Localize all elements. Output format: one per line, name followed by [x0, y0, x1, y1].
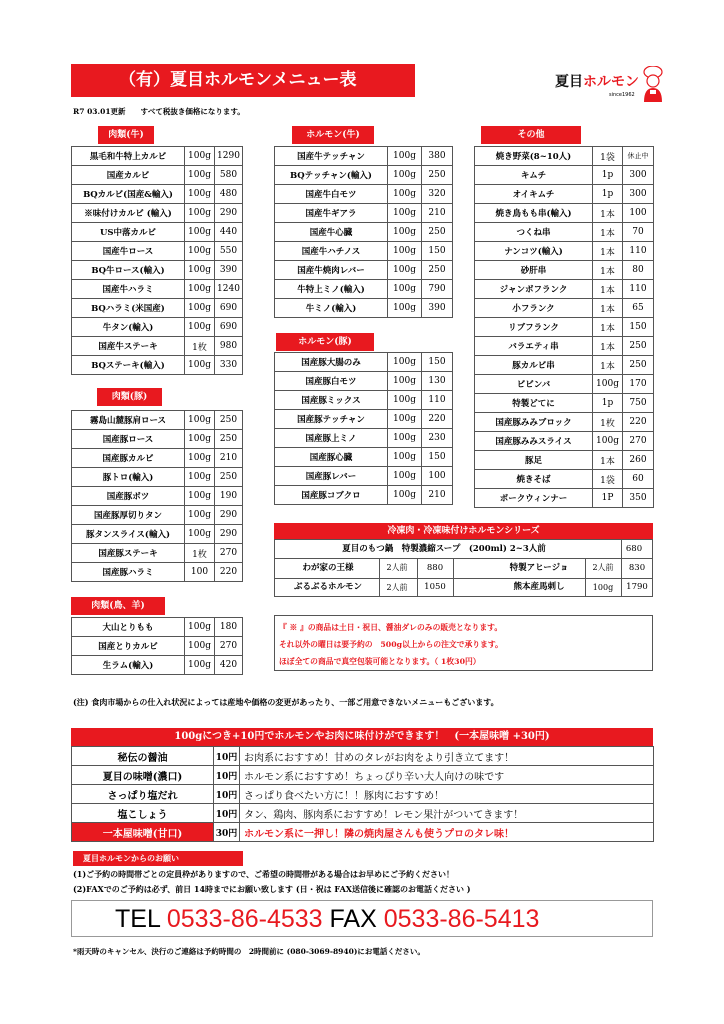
menu-item-unit: 100g: [185, 242, 215, 261]
menu-item-name: BQテッチャン(輸入): [275, 166, 388, 185]
menu-item-price: 230: [422, 429, 453, 448]
menu-item-price: 300: [623, 185, 654, 204]
flavor-row: [72, 823, 654, 842]
menu-item-name: BQハラミ(米国産): [72, 299, 185, 318]
menu-item-unit: 1本: [593, 451, 623, 470]
menu-row: [275, 448, 453, 467]
menu-item-name: 国産牛白モツ: [275, 185, 388, 204]
menu-item-price: 110: [623, 242, 654, 261]
menu-item-price: 170: [623, 375, 654, 394]
menu-item-price: 350: [623, 489, 654, 508]
chicken-table: [71, 617, 243, 675]
menu-item-unit: 1本: [593, 318, 623, 337]
menu-row: [275, 280, 453, 299]
menu-item-name: 国産牛焼肉レバー: [275, 261, 388, 280]
menu-row: [72, 544, 243, 563]
menu-item-unit: 100g: [185, 166, 215, 185]
menu-row: [475, 261, 654, 280]
menu-row: [475, 356, 654, 375]
menu-item-unit: 1p: [593, 166, 623, 185]
menu-item-price: 290: [215, 506, 243, 525]
menu-item-unit: 100g: [388, 372, 422, 391]
menu-row: [275, 486, 453, 505]
menu-row: [275, 410, 453, 429]
flavor-row: [72, 747, 654, 766]
logo-text: 夏目ホルモン: [555, 74, 639, 90]
menu-item-unit: 1枚: [185, 337, 215, 356]
menu-row: [72, 411, 243, 430]
menu-item-name: つくね串: [475, 223, 593, 242]
header-note: R7 03.01更新 すべて税抜き価格になります。: [73, 107, 245, 116]
request-line: (1)ご予約の時間帯ごとの定員枠がありますので、ご希望の時間帯がある場合はお早めにご予約ください！: [73, 869, 454, 879]
menu-item-price: 300: [623, 166, 654, 185]
menu-item-price: 65: [623, 299, 654, 318]
menu-row: [275, 299, 453, 318]
menu-item-unit: 100g: [388, 391, 422, 410]
menu-item-name: 国産カルビ: [72, 166, 185, 185]
menu-item-price: 270: [215, 637, 243, 656]
logo: [555, 66, 665, 104]
menu-item-name: 砂肝串: [475, 261, 593, 280]
menu-row: [72, 223, 243, 242]
menu-item-price: 320: [422, 185, 453, 204]
menu-item-name: 国産豚上ミノ: [275, 429, 388, 448]
menu-row: [475, 375, 654, 394]
menu-item-price: 690: [215, 299, 243, 318]
menu-item-price: 220: [422, 410, 453, 429]
menu-row: [275, 147, 453, 166]
menu-item-name: 国産豚ステーキ: [72, 544, 185, 563]
menu-item-price: 750: [623, 394, 654, 413]
tel-number[interactable]: 0533-86-4533: [166, 905, 323, 933]
menu-row: [72, 430, 243, 449]
menu-item-unit: 100g: [185, 430, 215, 449]
menu-item-price: 250: [215, 430, 243, 449]
menu-item-price: 270: [215, 544, 243, 563]
menu-item-name: 豚足: [475, 451, 593, 470]
menu-item-price: 220: [215, 563, 243, 582]
menu-item-unit: 100g: [388, 299, 422, 318]
menu-item-name: 特製どてに: [475, 394, 593, 413]
flavor-name: 塩こしょう: [72, 804, 214, 823]
menu-item-unit: 100g: [185, 318, 215, 337]
menu-item-name: 国産豚テッチャン: [275, 410, 388, 429]
menu-item-name: 国産豚カルビ: [72, 449, 185, 468]
beef-table: [71, 146, 243, 375]
menu-item-unit: 1本: [593, 223, 623, 242]
menu-row: [475, 166, 654, 185]
menu-item-name: ポークウィンナー: [475, 489, 593, 508]
menu-item-price: 550: [215, 242, 243, 261]
menu-item-name: 生ラム(輸入): [72, 656, 185, 675]
menu-item-price: 250: [623, 356, 654, 375]
menu-item-price: 250: [422, 166, 453, 185]
fax-label: FAX: [329, 905, 377, 933]
menu-item-unit: 100g: [388, 147, 422, 166]
menu-item-price: 150: [422, 353, 453, 372]
menu-item-name: バラエティ串: [475, 337, 593, 356]
menu-row: [475, 185, 654, 204]
menu-item-unit: 1本: [593, 337, 623, 356]
menu-row: [72, 318, 243, 337]
menu-item-name: 国産豚ミックス: [275, 391, 388, 410]
menu-item-unit: 100g: [185, 468, 215, 487]
note-line: それ以外の曜日は要予約の 500g以上からの注文で承ります。: [279, 640, 503, 649]
menu-item-unit: 100g: [185, 299, 215, 318]
request-header: 夏目ホルモンからのお願い: [73, 851, 243, 866]
menu-item-name: 国産豚みみブロック: [475, 413, 593, 432]
menu-item-unit: 100g: [185, 525, 215, 544]
menu-item-name: ジャンボフランク: [475, 280, 593, 299]
hormone-pork-table: [274, 352, 453, 505]
menu-item-price: 70: [623, 223, 654, 242]
menu-row: [275, 242, 453, 261]
menu-item-name: US中落カルビ: [72, 223, 185, 242]
menu-row: [72, 204, 243, 223]
menu-row: [275, 372, 453, 391]
flavor-name: 一本屋味噌(甘口): [72, 823, 214, 842]
menu-item-name: キムチ: [475, 166, 593, 185]
menu-item-unit: 100: [185, 563, 215, 582]
menu-item-price: 290: [215, 525, 243, 544]
menu-item-unit: 1枚: [593, 413, 623, 432]
menu-item-name: 国産豚レバー: [275, 467, 388, 486]
menu-item-price: 390: [215, 261, 243, 280]
menu-item-name: 国産牛テッチャン: [275, 147, 388, 166]
flavor-desc: タン、鶏肉、豚肉系におすすめ！レモン果汁がついてきます！: [240, 804, 654, 823]
menu-item-price: 180: [215, 618, 243, 637]
menu-row: [72, 449, 243, 468]
menu-row: [275, 429, 453, 448]
menu-item-name: 豚トロ(輸入): [72, 468, 185, 487]
section-header-chicken: 肉類(鳥、羊): [71, 597, 165, 615]
note-line: 『 ※ 』の商品は土日・祝日、醤油ダレのみの販売となります。: [279, 623, 503, 632]
flavor-row: [72, 785, 654, 804]
menu-row: [72, 637, 243, 656]
fax-number: 0533-86-5413: [383, 905, 540, 933]
menu-item-price: 790: [422, 280, 453, 299]
menu-item-name: 牛特上ミノ(輸入): [275, 280, 388, 299]
menu-item-price: 250: [215, 468, 243, 487]
menu-item-price: 580: [215, 166, 243, 185]
menu-item-unit: 100g: [388, 429, 422, 448]
menu-row: [475, 489, 654, 508]
menu-row: [72, 487, 243, 506]
menu-item-name: 国産牛ハチノス: [275, 242, 388, 261]
soup-price: 680: [625, 544, 643, 554]
menu-item-unit: 1本: [593, 280, 623, 299]
flavor-desc: さっぱり食べたい方に！！豚肉におすすめ！: [240, 785, 654, 804]
menu-item-name: BQ牛ロース(輸入): [72, 261, 185, 280]
menu-item-price: 60: [623, 470, 654, 489]
flavor-price: 30円: [214, 823, 240, 842]
menu-row: [72, 299, 243, 318]
menu-item-price: 270: [623, 432, 654, 451]
menu-item-name: 国産とりカルビ: [72, 637, 185, 656]
menu-row: [72, 506, 243, 525]
menu-item-price: 440: [215, 223, 243, 242]
menu-item-name: 国産牛ギアラ: [275, 204, 388, 223]
menu-item-name: 国産豚厚切りタン: [72, 506, 185, 525]
contact-box: [71, 900, 653, 937]
menu-row: [72, 185, 243, 204]
menu-row: [275, 261, 453, 280]
menu-row: [275, 185, 453, 204]
menu-row: [475, 413, 654, 432]
menu-item-price: 1290: [215, 147, 243, 166]
menu-item-name: 国産豚大腸のみ: [275, 353, 388, 372]
menu-item-price: 110: [623, 280, 654, 299]
menu-item-price: 190: [215, 487, 243, 506]
menu-item-price: 休止中: [623, 147, 654, 166]
menu-item-unit: 100g: [185, 487, 215, 506]
menu-item-price: 420: [215, 656, 243, 675]
menu-row: [275, 467, 453, 486]
menu-item-price: 260: [623, 451, 654, 470]
menu-item-unit: 100g: [185, 185, 215, 204]
special-notes: [274, 615, 653, 671]
menu-item-name: 国産牛ロース: [72, 242, 185, 261]
menu-row: [275, 223, 453, 242]
menu-item-name: 焼き野菜(8~10人): [475, 147, 593, 166]
menu-item-price: 110: [422, 391, 453, 410]
menu-item-name: 豚カルビ串: [475, 356, 593, 375]
menu-item-unit: 100g: [185, 618, 215, 637]
pork-table: [71, 410, 243, 582]
menu-item-unit: 100g: [593, 432, 623, 451]
menu-item-unit: 100g: [185, 204, 215, 223]
flavor-header: 100gにつき+10円でホルモンやお肉に味付けができます！ (一本屋味噌 +30円): [71, 728, 653, 746]
menu-row: [275, 391, 453, 410]
menu-item-unit: 100g: [388, 261, 422, 280]
menu-row: [72, 356, 243, 375]
flavor-name: 夏目の味噌(濃口): [72, 766, 214, 785]
menu-item-unit: 100g: [185, 449, 215, 468]
menu-item-unit: 100g: [388, 280, 422, 299]
menu-item-price: 290: [215, 204, 243, 223]
menu-item-unit: 100g: [388, 185, 422, 204]
menu-item-unit: 1袋: [593, 147, 623, 166]
menu-item-price: 480: [215, 185, 243, 204]
menu-row: [72, 280, 243, 299]
menu-item-name: 国産豚コブクロ: [275, 486, 388, 505]
menu-row: [72, 261, 243, 280]
menu-item-unit: 100g: [388, 166, 422, 185]
menu-item-name: 国産豚ロース: [72, 430, 185, 449]
flavor-price: 10円: [214, 747, 240, 766]
menu-item-name: 国産牛ハラミ: [72, 280, 185, 299]
menu-item-name: 豚タンスライス(輸入): [72, 525, 185, 544]
menu-item-name: 国産豚ハラミ: [72, 563, 185, 582]
menu-row: [475, 147, 654, 166]
menu-item-price: 980: [215, 337, 243, 356]
menu-item-unit: 100g: [185, 411, 215, 430]
menu-item-name: 焼きそば: [475, 470, 593, 489]
frozen-box: 夏目のもつ鍋 特製濃縮スープ (200ml) 2~3人前 680 わが家の王様 2人前 880 特製アヒージョ 2人前 830 ぶるぶるホルモン 2人前 1050 熊本産馬刺し 100g 1790: [274, 539, 653, 597]
menu-row: [72, 525, 243, 544]
menu-item-price: 250: [215, 411, 243, 430]
menu-item-unit: 100g: [388, 204, 422, 223]
menu-item-unit: 1枚: [185, 544, 215, 563]
soup-name: 夏目のもつ鍋 特製濃縮スープ (200ml) 2~3人前: [342, 544, 546, 554]
menu-row: [72, 656, 243, 675]
menu-item-name: 黒毛和牛特上カルビ: [72, 147, 185, 166]
menu-item-price: 130: [422, 372, 453, 391]
page-title: （有）夏目ホルモンメニュー表: [71, 64, 415, 97]
menu-item-price: 100: [422, 467, 453, 486]
menu-item-unit: 100g: [388, 353, 422, 372]
menu-item-unit: 100g: [593, 375, 623, 394]
menu-row: [475, 223, 654, 242]
menu-row: [475, 394, 654, 413]
menu-row: [72, 166, 243, 185]
menu-row: [475, 470, 654, 489]
hormone-beef-table: [274, 146, 453, 318]
menu-item-price: 330: [215, 356, 243, 375]
menu-item-unit: 1本: [593, 204, 623, 223]
menu-item-price: 100: [623, 204, 654, 223]
menu-item-price: 210: [215, 449, 243, 468]
menu-item-unit: 100g: [185, 280, 215, 299]
menu-row: [475, 204, 654, 223]
flavor-row: [72, 766, 654, 785]
chef-icon: [641, 66, 665, 102]
menu-item-unit: 1p: [593, 185, 623, 204]
menu-row: [475, 280, 654, 299]
menu-row: [475, 451, 654, 470]
menu-item-name: 大山とりもも: [72, 618, 185, 637]
menu-row: [275, 353, 453, 372]
menu-item-unit: 100g: [185, 147, 215, 166]
menu-item-name: 焼き鳥もも串(輸入): [475, 204, 593, 223]
menu-row: [72, 468, 243, 487]
menu-item-unit: 1p: [593, 394, 623, 413]
menu-row: [475, 299, 654, 318]
menu-row: [275, 166, 453, 185]
menu-item-unit: 1本: [593, 242, 623, 261]
menu-item-price: 80: [623, 261, 654, 280]
menu-item-price: 210: [422, 204, 453, 223]
menu-item-unit: 100g: [185, 656, 215, 675]
menu-item-unit: 100g: [185, 637, 215, 656]
menu-item-name: 霧島山麓豚肩ロース: [72, 411, 185, 430]
menu-item-unit: 100g: [388, 467, 422, 486]
menu-row: [72, 563, 243, 582]
menu-item-price: 150: [623, 318, 654, 337]
flavor-row: [72, 804, 654, 823]
menu-item-name: 国産豚ボツ: [72, 487, 185, 506]
flavor-desc: ホルモン系に一押し！隣の焼肉屋さんも使うプロのタレ味！: [240, 823, 654, 842]
menu-item-name: ※味付けカルビ (輸入): [72, 204, 185, 223]
flavor-table: [71, 746, 654, 842]
menu-item-price: 1240: [215, 280, 243, 299]
menu-item-name: オイキムチ: [475, 185, 593, 204]
menu-item-unit: 100g: [388, 223, 422, 242]
menu-item-name: ナンコツ(輸入): [475, 242, 593, 261]
menu-item-unit: 1本: [593, 356, 623, 375]
menu-item-price: 390: [422, 299, 453, 318]
other-table: [474, 146, 654, 508]
menu-item-price: 250: [623, 337, 654, 356]
section-header-beef: 肉類(牛): [98, 126, 154, 144]
menu-item-name: 小フランク: [475, 299, 593, 318]
menu-item-unit: 1袋: [593, 470, 623, 489]
menu-item-unit: 1本: [593, 261, 623, 280]
frozen-header: 冷凍肉・冷凍味付けホルモンシリーズ: [274, 523, 653, 539]
menu-item-unit: 100g: [185, 356, 215, 375]
menu-item-unit: 100g: [185, 261, 215, 280]
request-line: (2)FAXでのご予約は必ず、前日 14時までにお願い致します (日・祝は FAX送信後に確認のお電話ください ): [73, 884, 471, 894]
menu-item-unit: 100g: [185, 506, 215, 525]
menu-item-price: 150: [422, 242, 453, 261]
note-line: ほぼ全ての商品で真空包装可能となります。（ 1枚30円）: [279, 657, 481, 666]
section-header-hormone-beef: ホルモン(牛): [292, 126, 374, 144]
menu-item-price: 380: [422, 147, 453, 166]
menu-item-price: 220: [623, 413, 654, 432]
menu-item-name: BQカルビ(国産&輸入): [72, 185, 185, 204]
menu-item-unit: 100g: [185, 223, 215, 242]
menu-item-name: 国産牛ステーキ: [72, 337, 185, 356]
menu-item-price: 210: [422, 486, 453, 505]
section-header-hormone-pork: ホルモン(豚): [276, 333, 374, 351]
menu-row: [475, 337, 654, 356]
menu-item-unit: 1本: [593, 299, 623, 318]
menu-item-price: 250: [422, 261, 453, 280]
menu-item-name: BQステーキ(輸入): [72, 356, 185, 375]
logo-since: since1962: [609, 92, 635, 98]
menu-row: [72, 618, 243, 637]
menu-row: [72, 147, 243, 166]
section-header-pork: 肉類(豚): [97, 388, 162, 406]
flavor-desc: ホルモン系におすすめ！ちょっぴり辛い大人向けの味です: [240, 766, 654, 785]
flavor-desc: お肉系におすすめ！甘めのタレがお肉をより引き立てます！: [240, 747, 654, 766]
menu-item-name: 国産牛心臓: [275, 223, 388, 242]
menu-item-unit: 1P: [593, 489, 623, 508]
menu-item-name: 国産豚心臓: [275, 448, 388, 467]
menu-item-price: 150: [422, 448, 453, 467]
menu-item-unit: 100g: [388, 448, 422, 467]
flavor-price: 10円: [214, 785, 240, 804]
menu-item-price: 690: [215, 318, 243, 337]
flavor-price: 10円: [214, 804, 240, 823]
supply-note: (注) 食肉市場からの仕入れ状況によっては産地や価格の変更があったり、一部ご用意できないメニューもございます。: [73, 697, 499, 707]
menu-item-unit: 100g: [388, 486, 422, 505]
menu-row: [475, 242, 654, 261]
menu-item-unit: 100g: [388, 410, 422, 429]
flavor-name: さっぱり塩だれ: [72, 785, 214, 804]
menu-item-name: ビビンバ: [475, 375, 593, 394]
menu-row: [72, 337, 243, 356]
menu-item-price: 250: [422, 223, 453, 242]
menu-item-name: 牛ミノ(輸入): [275, 299, 388, 318]
menu-item-name: 国産豚白モツ: [275, 372, 388, 391]
menu-item-unit: 100g: [388, 242, 422, 261]
tel-label: TEL: [115, 905, 160, 933]
flavor-price: 10円: [214, 766, 240, 785]
menu-item-name: リブフランク: [475, 318, 593, 337]
menu-row: [72, 242, 243, 261]
menu-row: [475, 432, 654, 451]
flavor-name: 秘伝の醤油: [72, 747, 214, 766]
cancel-note: *雨天時のキャンセル、決行のご連絡は予約時間の 2時間前に (080-3069-8940)にお電話ください。: [73, 947, 425, 956]
section-header-other: その他: [481, 126, 581, 144]
menu-item-name: 牛タン(輸入): [72, 318, 185, 337]
menu-row: [275, 204, 453, 223]
menu-item-name: 国産豚みみスライス: [475, 432, 593, 451]
menu-row: [475, 318, 654, 337]
